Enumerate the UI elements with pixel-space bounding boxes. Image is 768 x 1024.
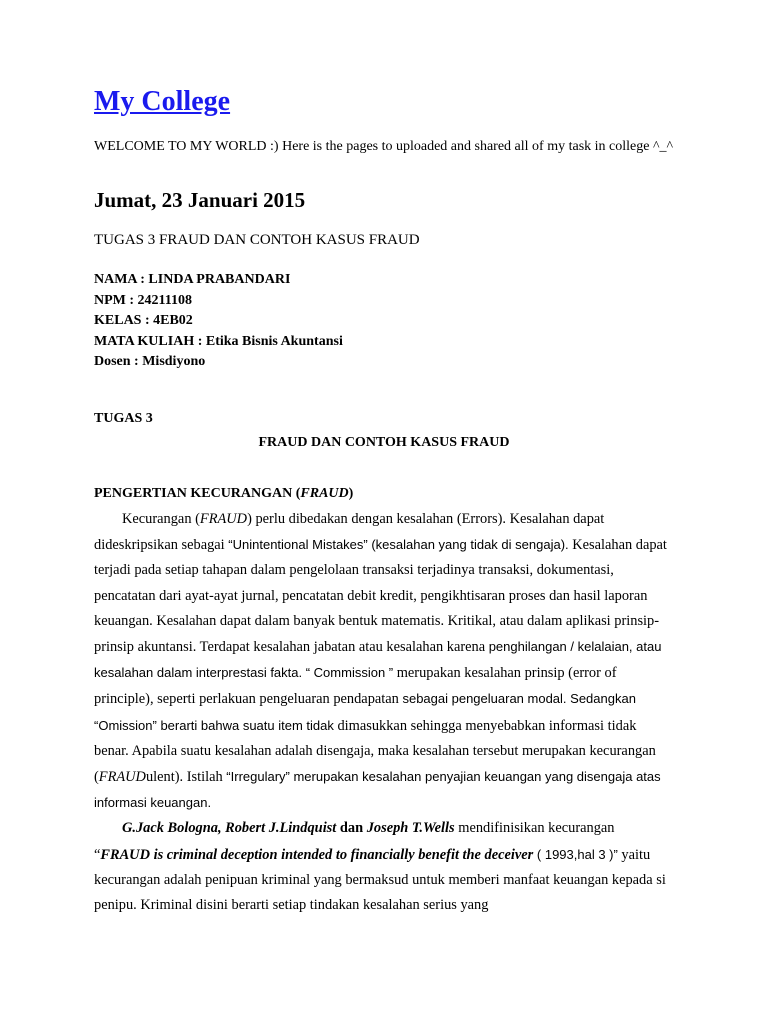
info-npm: NPM : 24211108 bbox=[94, 292, 192, 308]
paragraph-definition: Kecurangan (FRAUD) perlu dibedakan dengan kesalahan (Errors). Kesalahan dapat dideskripsikan sebagai “Unintentional Mistakes” (kesalahan yang tidak di sengaja). Kesalahan dapat terjadi pada setiap tahapan dalam pengelolaan transaksi terjadinya transaksi, dokumentasi, pencatatan dari ayat-ayat jurnal, pencatatan debit kredit, pengikhtisaran proses dan hasil laporan keuangan. Kesalahan dapat dalam banyak bentuk matematis. Kritikal, atau dalam aplikasi prinsip-prinsip akuntansi. Terdapat kesalahan jabatan atau kesalahan karena penghilangan / kelalaian, atau kesalahan dalam interprestasi fakta. “ Commission ” merupakan kesalahan prinsip (error of principle), seperti perlakuan pengeluaran pendapatan sebagai pengeluaran modal. Sedangkan “Omission” berarti bahwa suatu item tidak dimasukkan sehingga menyebabkan informasi tidak benar. Apabila suatu kesalahan adalah disengaja, maka kesalahan tersebut merupakan kecurangan (FRAUDulent). Istilah “Irregulary” merupakan kesalahan penyajian keuangan yang disengaja atas informasi keuangan. bbox=[94, 511, 667, 811]
info-dosen: Dosen : Misdiyono bbox=[94, 354, 206, 369]
post-body bbox=[94, 507, 674, 918]
student-info bbox=[94, 270, 343, 373]
section-heading: PENGERTIAN KECURANGAN (FRAUD) bbox=[94, 486, 354, 501]
center-heading: FRAUD DAN CONTOH KASUS FRAUD bbox=[258, 435, 510, 450]
blog-title bbox=[94, 86, 230, 118]
blog-description: WELCOME TO MY WORLD :) Here is the pages to uploaded and shared all of my task in college ^_^ bbox=[94, 139, 674, 154]
info-nama: NAMA : LINDA PRABANDARI bbox=[94, 272, 291, 287]
paragraph-bologna: G.Jack Bologna, Robert J.Lindquist dan Joseph T.Wells mendifinisikan kecurangan “FRAUD is criminal deception intended to financially benefit the deceiver ( 1993,hal 3 )” yaitu kecurangan adalah penipuan kriminal yang bermaksud untuk memberi manfaat keuangan kepada si penipu. Kriminal disini berarti setiap tindakan kesalahan serius yang bbox=[94, 820, 666, 914]
post-title: TUGAS 3 FRAUD DAN CONTOH KASUS FRAUD bbox=[94, 232, 420, 248]
date-header: Jumat, 23 Januari 2015 bbox=[94, 188, 306, 212]
info-kelas: KELAS : 4EB02 bbox=[94, 313, 193, 328]
tugas-label: TUGAS 3 bbox=[94, 411, 153, 426]
info-mata-kuliah: MATA KULIAH : Etika Bisnis Akuntansi bbox=[94, 333, 343, 349]
blog-title-link[interactable]: My College bbox=[94, 86, 231, 117]
